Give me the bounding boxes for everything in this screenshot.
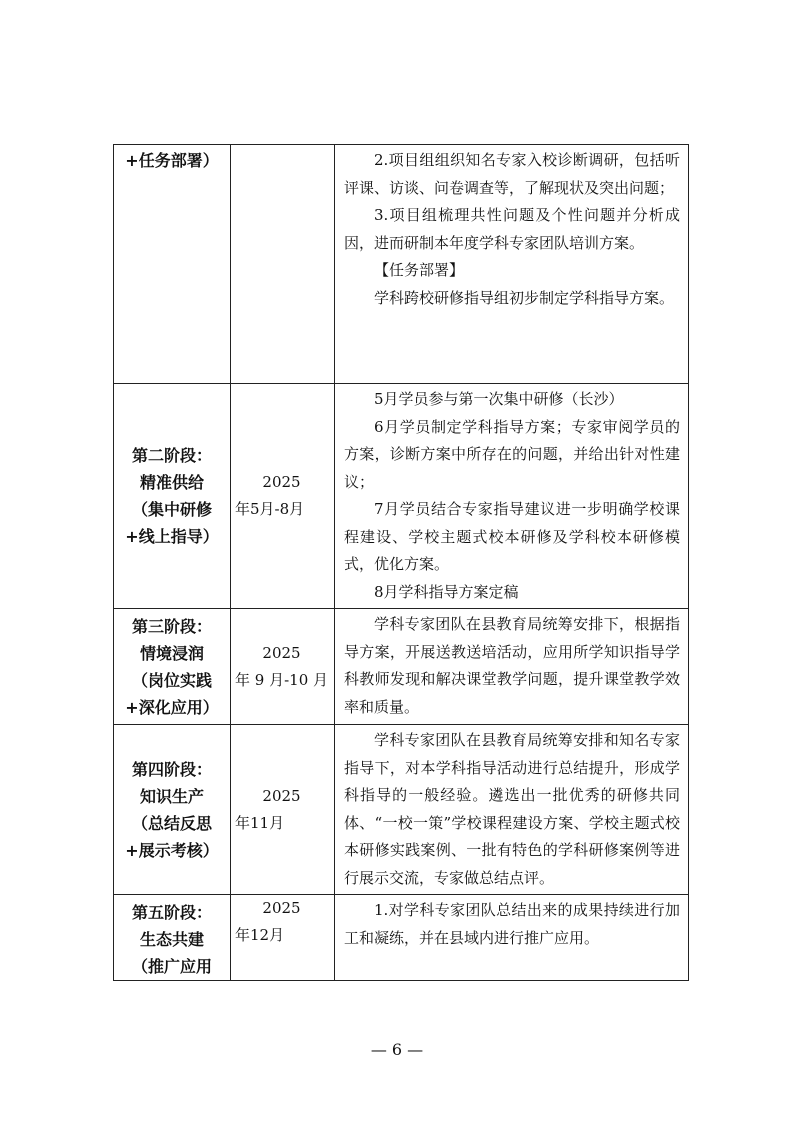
stage-line: +线上指导） [125, 527, 219, 546]
stage-line: （推广应用 [131, 957, 212, 976]
training-schedule-table [113, 144, 689, 981]
stage-line: 生态共建 [139, 930, 204, 949]
content-paragraph: 7月学员结合专家指导建议进一步明确学校课程建设、学校主题式校本研修及学科校本研修模式，优化方案。 [344, 500, 680, 573]
stage-cell [114, 384, 231, 609]
table-row [114, 895, 689, 981]
content-cell [335, 145, 689, 384]
time-year: 2025 [262, 899, 301, 917]
time-cell [231, 725, 335, 895]
time-range: 年5月-8月 [235, 500, 305, 518]
table-row [114, 384, 689, 609]
content-cell [335, 609, 689, 725]
content-paragraph: 学科跨校研修指导组初步制定学科指导方案。 [374, 288, 675, 307]
content-paragraph: 1.对学科专家团队总结出来的成果持续进行加工和凝练，并在县域内进行推广应用。 [344, 901, 680, 947]
content-paragraph: 8月学科指导方案定稿 [374, 582, 519, 601]
content-paragraph: 【任务部署】 [374, 261, 465, 279]
table-row [114, 145, 689, 384]
time-cell [231, 145, 335, 384]
content-paragraph: 3.项目组梳理共性问题及个性问题并分析成因，进而研制本年度学科专家团队培训方案。 [344, 206, 680, 252]
stage-line: （总结反思 [131, 813, 212, 833]
time-cell [231, 609, 335, 725]
stage-line: （集中研修 [131, 500, 212, 519]
stage-cell [114, 895, 231, 981]
content-cell [335, 725, 689, 895]
stage-line: 第四阶段： [131, 759, 212, 779]
stage-cell [114, 609, 231, 725]
time-year: 2025 [262, 643, 301, 662]
time-range: 年11月 [235, 813, 285, 832]
page-number: — 6 — [370, 1040, 424, 1059]
stage-line: 第五阶段： [131, 903, 212, 922]
content-paragraph: 5月学员参与第一次集中研修（长沙） [374, 390, 624, 408]
stage-line: +任务部署） [125, 151, 219, 170]
table-body [114, 145, 689, 981]
table-row [114, 609, 689, 725]
stage-line: +深化应用） [125, 697, 219, 717]
stage-line: （岗位实践 [131, 670, 212, 690]
time-cell [231, 384, 335, 609]
time-range: 年12月 [235, 926, 285, 944]
stage-line: +展示考核） [125, 840, 219, 860]
content-paragraph: 2.项目组组织知名专家入校诊断调研，包括听评课、访谈、问卷调查等，了解现状及突出问题； [344, 151, 680, 197]
content-paragraph: 学科专家团队在县教育局统筹安排和知名专家指导下，对本学科指导活动进行总结提升，形成学科指导的一般经验。遴选出一批优秀的研修共同体、“一校一策”学校课程建设方案、学校主题式校本研修实践案例、一批有特色的学科研修案例等进行展示交流，专家做总结点评。 [344, 731, 680, 887]
time-cell [231, 895, 335, 981]
stage-line: 第三阶段： [131, 616, 212, 636]
content-paragraph: 学科专家团队在县教育局统筹安排下，根据指导方案，开展送教送培活动，应用所学知识指导学科教师发现和解决课堂教学问题，提升课堂教学效率和质量。 [344, 615, 680, 716]
content-cell [335, 384, 689, 609]
time-year: 2025 [262, 786, 301, 805]
content-paragraph: 6月学员制定学科指导方案；专家审阅学员的方案，诊断方案中所存在的问题，并给出针对性建议； [344, 417, 680, 491]
stage-line: 第二阶段： [131, 446, 212, 465]
time-range: 年 9 月-10 月 [235, 670, 329, 689]
stage-line: 精准供给 [139, 473, 204, 492]
table-row [114, 725, 689, 895]
stage-cell [114, 145, 231, 384]
stage-line: 情境浸润 [139, 643, 204, 663]
stage-line: 知识生产 [139, 786, 204, 806]
content-cell [335, 895, 689, 981]
stage-cell [114, 725, 231, 895]
time-year: 2025 [262, 473, 301, 491]
